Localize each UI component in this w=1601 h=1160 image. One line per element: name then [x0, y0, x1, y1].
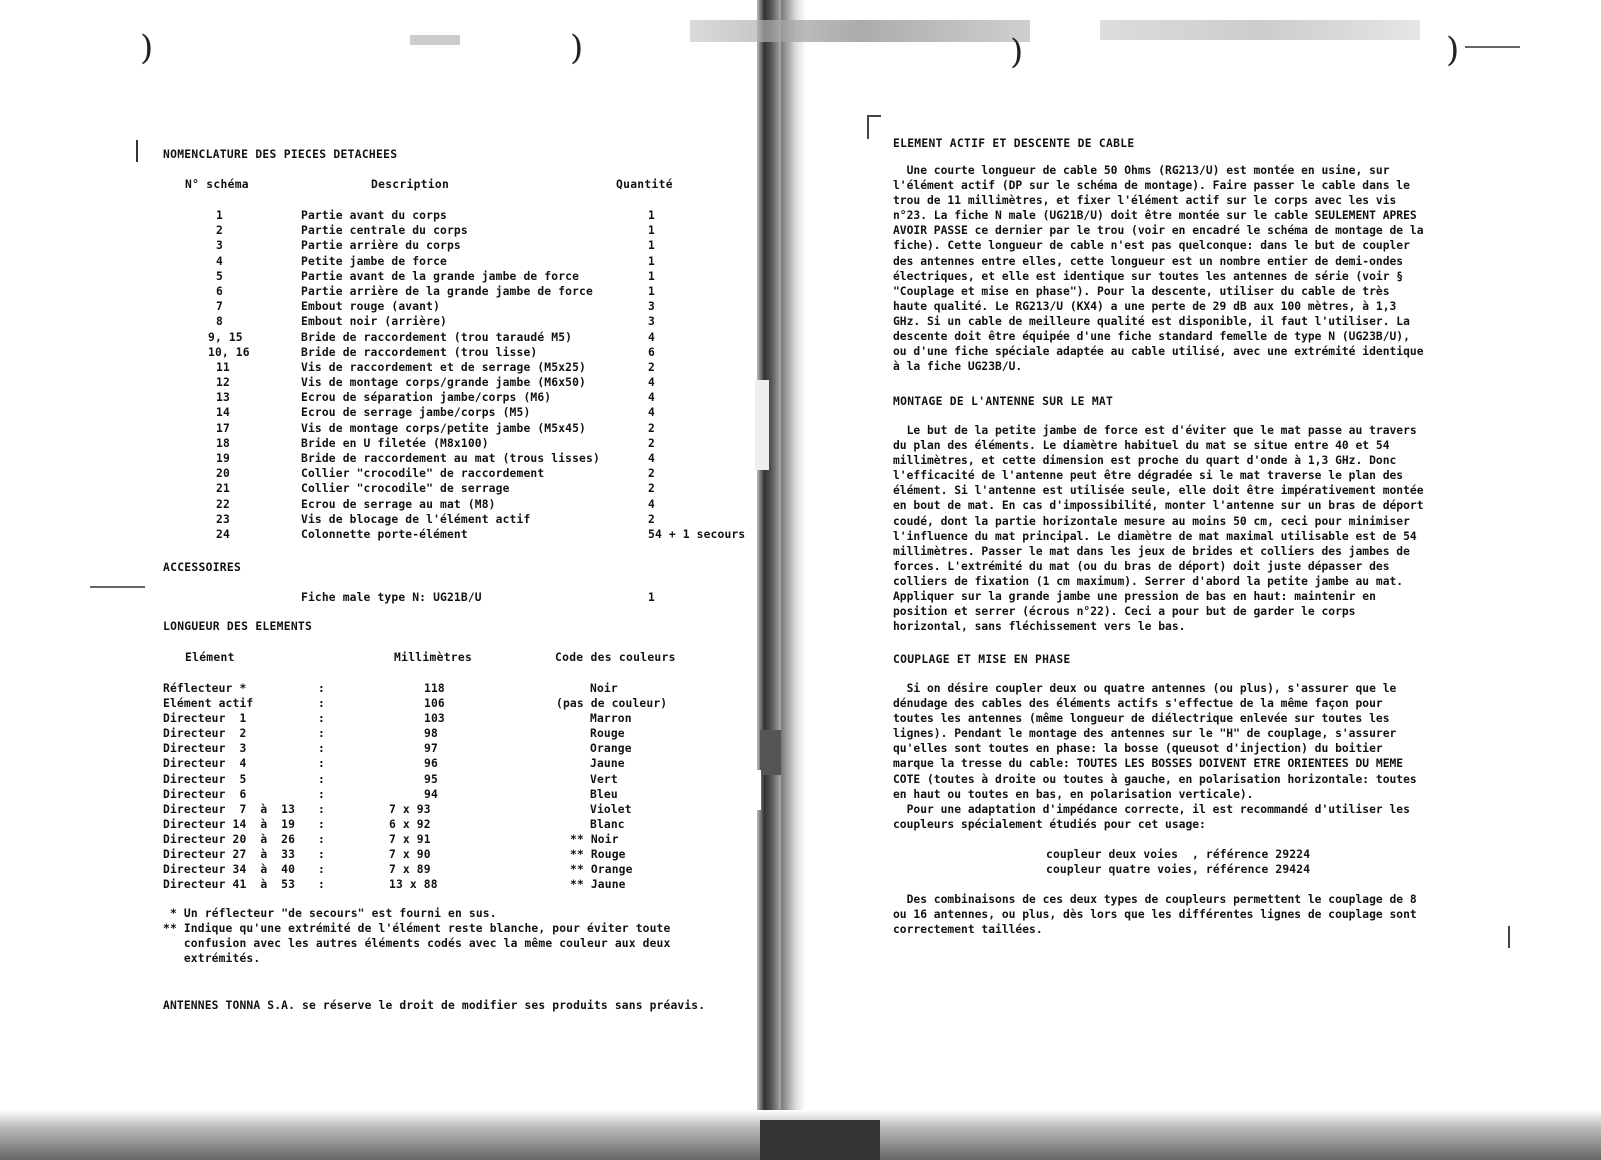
part-description: Ecrou de séparation jambe/corps (M6): [301, 391, 552, 405]
element-length: 98: [424, 727, 438, 741]
footnote-double-star: ** Indique qu'une extrémité de l'élément reste blanche, pour éviter toute confusion avec les autres éléments codés avec la même couleur aux deux extrémités.: [163, 922, 671, 966]
part-number: 2: [216, 224, 223, 238]
part-quantity: 4: [648, 497, 655, 511]
part-description: Partie arrière du corps: [301, 239, 461, 253]
scan-shadow-strip: [760, 730, 782, 775]
part-quantity: 54 + 1 secours: [648, 527, 746, 541]
part-quantity: 1: [648, 284, 655, 298]
len-header-code: Code des couleurs: [555, 651, 676, 664]
element-color-code: Violet: [590, 802, 632, 816]
element-separator: :: [318, 742, 325, 756]
part-description: Ecrou de serrage jambe/corps (M5): [301, 406, 531, 420]
element-color-code: (pas de couleur): [556, 697, 668, 711]
section-montage-body: Le but de la petite jambe de force est d'éviter que le mat passe au travers du plan des éléments. Le diamètre habituel du mat se situe entre 40 et 54 millimètres, et cette dimension est proche du quart d'onde à 1,3 GHz. Donc l'efficacité de l'antenne peut être dégradée si le mat traverse le plan des élément. Si l'antenne est utilisée seule, elle doit être impérativement montée en bout de mat. En cas d'impossibilité, monter l'antenne sur un bras de déport coudé, dont la partie horizontale mesure au moins 50 cm, ceci pour minimiser l'influence du mat principal. Le diamètre de mat maximal utilisable est de 54 millimètres. Passer le mat dans les jeux de brides et colliers des jambes de forces. L'extrémité du mat (ou du bras de déport) doit juste dépasser des colliers de fixation (1 cm maximum). Serrer d'abord la petite jambe au mat. Appliquer sur la grande jambe une pression de bas en haut: maintenir en position et serrer (écrous n°22). Ceci a pour but de garder le corps horizontal, sans fléchissement vers le bas.: [893, 424, 1424, 634]
part-number: 22: [216, 497, 230, 511]
element-length: 95: [424, 772, 438, 786]
element-color-code: Marron: [590, 712, 632, 726]
coupler-four-way: coupleur quatre voies, référence 29424: [1046, 863, 1311, 876]
element-length: 118: [424, 682, 445, 695]
scan-shadow-right-edge: [781, 0, 806, 1130]
part-number: 23: [216, 512, 230, 526]
element-name: Directeur 34 à 40: [163, 863, 296, 877]
part-number: 9, 15: [208, 330, 243, 344]
part-description: Vis de montage corps/grande jambe (M6x50): [301, 376, 587, 390]
element-name: Directeur 27 à 33: [163, 848, 296, 862]
part-description: Bride de raccordement (trou taraudé M5): [301, 330, 573, 344]
element-name: Directeur 5: [163, 772, 247, 786]
element-separator: :: [318, 878, 325, 892]
len-header-mm: Millimètres: [394, 651, 473, 664]
part-number: 1: [216, 209, 223, 222]
part-number: 10, 16: [208, 345, 250, 359]
scan-margin-tick: [1508, 926, 1510, 948]
part-description: Bride de raccordement au mat (trous lisses): [301, 452, 600, 465]
longueur-title: LONGUEUR DES ELEMENTS: [163, 620, 313, 633]
part-number: 17: [216, 421, 230, 435]
part-description: Partie centrale du corps: [301, 224, 468, 238]
section-montage-title: MONTAGE DE L'ANTENNE SUR LE MAT: [893, 395, 1114, 408]
element-color-code: ** Orange: [570, 863, 633, 877]
element-name: Réflecteur *: [163, 682, 247, 695]
element-color-code: ** Rouge: [570, 848, 626, 862]
scan-top-band: [1100, 20, 1420, 40]
coupler-two-way: coupleur deux voies , référence 29224: [1046, 848, 1311, 861]
part-description: Petite jambe de force: [301, 254, 447, 268]
element-name: Directeur 20 à 26: [163, 832, 296, 846]
part-number: 6: [216, 284, 223, 298]
part-description: Colonnette porte-élément: [301, 527, 468, 541]
binder-hole-mark: ): [1010, 32, 1024, 72]
part-quantity: 1: [648, 224, 655, 238]
part-description: Partie avant du corps: [301, 209, 447, 222]
element-color-code: Orange: [590, 742, 632, 756]
col-header-qty: Quantité: [616, 178, 673, 191]
part-number: 11: [216, 360, 230, 374]
section-element-actif-title: ELEMENT ACTIF ET DESCENTE DE CABLE: [893, 137, 1135, 150]
part-number: 21: [216, 482, 230, 496]
binder-hole-mark: ): [570, 28, 584, 68]
part-description: Vis de blocage de l'élément actif: [301, 512, 531, 526]
element-separator: :: [318, 817, 325, 831]
element-color-code: Blanc: [590, 817, 625, 831]
element-name: Directeur 6: [163, 787, 247, 801]
scan-margin-dash: [90, 586, 145, 588]
scan-shadow-strip: [755, 380, 769, 470]
part-description: Partie avant de la grande jambe de force: [301, 269, 580, 283]
element-length: 96: [424, 757, 438, 771]
part-description: Vis de montage corps/petite jambe (M5x45): [301, 421, 587, 435]
part-quantity: 2: [648, 482, 655, 496]
element-length: 7 x 93: [389, 802, 431, 816]
element-length: 106: [424, 697, 445, 711]
scan-margin-dash: [1465, 46, 1520, 48]
part-quantity: 4: [648, 406, 655, 420]
len-header-element: Elément: [185, 651, 235, 664]
element-color-code: Vert: [590, 772, 618, 786]
scan-bottom-band: [760, 1120, 880, 1160]
scan-margin-tick: [136, 140, 138, 162]
part-quantity: 4: [648, 452, 655, 465]
scan-margin-tick: [867, 115, 869, 139]
part-number: 5: [216, 269, 223, 283]
element-separator: :: [318, 772, 325, 786]
element-length: 7 x 89: [389, 863, 431, 877]
accessoires-title: ACCESSOIRES: [163, 561, 242, 574]
footer-disclaimer: ANTENNES TONNA S.A. se réserve le droit de modifier ses produits sans préavis.: [163, 999, 706, 1012]
part-quantity: 4: [648, 376, 655, 390]
part-number: 14: [216, 406, 230, 420]
part-description: Vis de raccordement et de serrage (M5x25): [301, 360, 587, 374]
element-separator: :: [318, 787, 325, 801]
nomenclature-title: NOMENCLATURE DES PIECES DETACHEES: [163, 148, 398, 161]
element-separator: :: [318, 848, 325, 862]
element-separator: :: [318, 697, 325, 711]
footnote-reflector: * Un réflecteur "de secours" est fourni en sus.: [170, 907, 497, 920]
part-quantity: 6: [648, 345, 655, 359]
element-length: 97: [424, 742, 438, 756]
element-separator: :: [318, 712, 325, 726]
binder-hole-mark: ): [140, 28, 154, 68]
part-number: 8: [216, 315, 223, 329]
scan-binding-shadow: [757, 0, 781, 1130]
part-number: 3: [216, 239, 223, 253]
part-quantity: 1: [648, 254, 655, 268]
element-color-code: Noir: [590, 682, 618, 695]
binder-hole-mark: ): [1446, 30, 1460, 70]
part-number: 19: [216, 452, 230, 465]
element-name: Directeur 41 à 53: [163, 878, 296, 892]
part-description: Collier "crocodile" de serrage: [301, 482, 510, 496]
section-element-actif-body: Une courte longueur de cable 50 Ohms (RG213/U) est montée en usine, sur l'élément actif (DP sur le schéma de montage). Faire passer le cable dans le trou de 11 millimètres, et fixer l'élément actif sur le corps avec les vis n°23. La fiche N male (UG21B/U) doit être montée sur le cable SEULEMENT APRES AVOIR PASSE ce dernier par le trou (voir en encadré le schéma de montage de la fiche). Cette longueur de cable n'est pas quelconque: dans le but de coupler des antennes entre elles, cette longueur est un nombre entier de demi-ondes électriques, et elle est identique sur toutes les antennes de série (voir § "Couplage et mise en phase"). Pour la descente, utiliser du cable de très haute qualité. Le RG213/U (KX4) a une perte de 29 dB aux 100 mètres, à 1,3 GHz. Si un cable de meilleure qualité est disponible, il faut l'utiliser. La descente doit être équipée d'une fiche standard femelle de type N (UG23B/U), ou d'une fiche spéciale adaptée au cable utilisé, avec une extrémité identique à la fiche UG23B/U.: [893, 164, 1424, 374]
part-quantity: 2: [648, 421, 655, 435]
part-quantity: 2: [648, 436, 655, 450]
element-name: Directeur 2: [163, 727, 247, 741]
element-name: Directeur 4: [163, 757, 247, 771]
part-number: 7: [216, 300, 223, 314]
part-description: Embout rouge (avant): [301, 300, 441, 314]
part-number: 24: [216, 527, 230, 541]
element-separator: :: [318, 832, 325, 846]
part-number: 12: [216, 376, 230, 390]
scan-top-band: [690, 20, 1030, 42]
part-description: Embout noir (arrière): [301, 315, 447, 329]
part-description: Collier "crocodile" de raccordement: [301, 467, 545, 481]
element-color-code: Bleu: [590, 787, 618, 801]
section-couplage-end: Des combinaisons de ces deux types de coupleurs permettent le couplage de 8 ou 16 antennes, ou plus, dès lors que les différentes lignes de couplage sont correctement taillées.: [893, 893, 1417, 937]
element-separator: :: [318, 682, 325, 695]
element-separator: :: [318, 757, 325, 771]
part-quantity: 2: [648, 512, 655, 526]
scan-top-band: [410, 35, 460, 45]
element-color-code: Jaune: [590, 757, 625, 771]
part-quantity: 1: [648, 239, 655, 253]
element-name: Elément actif: [163, 697, 254, 711]
accessoire-qty: 1: [648, 591, 655, 604]
element-length: 94: [424, 787, 438, 801]
scan-shadow-strip: [745, 770, 761, 810]
element-name: Directeur 3: [163, 742, 247, 756]
part-description: Bride de raccordement (trou lisse): [301, 345, 538, 359]
part-quantity: 4: [648, 330, 655, 344]
part-quantity: 1: [648, 269, 655, 283]
accessoire-desc: Fiche male type N: UG21B/U: [301, 591, 482, 604]
part-description: Ecrou de serrage au mat (M8): [301, 497, 496, 511]
element-color-code: Rouge: [590, 727, 625, 741]
element-length: 103: [424, 712, 445, 726]
part-description: Partie arrière de la grande jambe de force: [301, 284, 593, 298]
element-name: Directeur 1: [163, 712, 247, 726]
element-separator: :: [318, 802, 325, 816]
col-header-desc: Description: [371, 178, 450, 191]
element-separator: :: [318, 727, 325, 741]
element-name: Directeur 14 à 19: [163, 817, 296, 831]
section-couplage-body: Si on désire coupler deux ou quatre antennes (ou plus), s'assurer que le dénudage des cables des éléments actifs s'effectue de la même façon pour toutes les antennes (même longueur de diélectrique enlevée sur toutes les lignes). Pendant le montage des antennes sur le "H" de couplage, s'assurer qu'elles sont toutes en phase: la bosse (queusot d'injection) du boitier marque la tresse du cable: TOUTES LES BOSSES DOIVENT ETRE ORIENTEES DU MEME COTE (toutes à droite ou toutes à gauche, en polarisation horizontale: toutes en haut ou toutes en bas, en polarisation verticale). Pour une adaptation d'impédance correcte, il est recommandé d'utiliser les coupleurs spécialement étudiés pour cet usage:: [893, 682, 1417, 831]
part-quantity: 3: [648, 315, 655, 329]
scan-margin-tick: [867, 115, 881, 117]
part-number: 20: [216, 467, 230, 481]
part-quantity: 4: [648, 391, 655, 405]
part-number: 13: [216, 391, 230, 405]
part-quantity: 1: [648, 209, 655, 222]
element-length: 7 x 90: [389, 848, 431, 862]
part-quantity: 2: [648, 467, 655, 481]
part-quantity: 2: [648, 360, 655, 374]
element-color-code: ** Jaune: [570, 878, 626, 892]
element-length: 6 x 92: [389, 817, 431, 831]
part-number: 18: [216, 436, 230, 450]
element-separator: :: [318, 863, 325, 877]
col-header-num: N° schéma: [185, 178, 249, 191]
part-description: Bride en U filetée (M8x100): [301, 436, 489, 450]
element-color-code: ** Noir: [570, 832, 619, 846]
section-couplage-title: COUPLAGE ET MISE EN PHASE: [893, 653, 1071, 666]
element-name: Directeur 7 à 13: [163, 802, 296, 816]
part-quantity: 3: [648, 300, 655, 314]
part-number: 4: [216, 254, 223, 268]
element-length: 13 x 88: [389, 878, 438, 892]
element-length: 7 x 91: [389, 832, 431, 846]
